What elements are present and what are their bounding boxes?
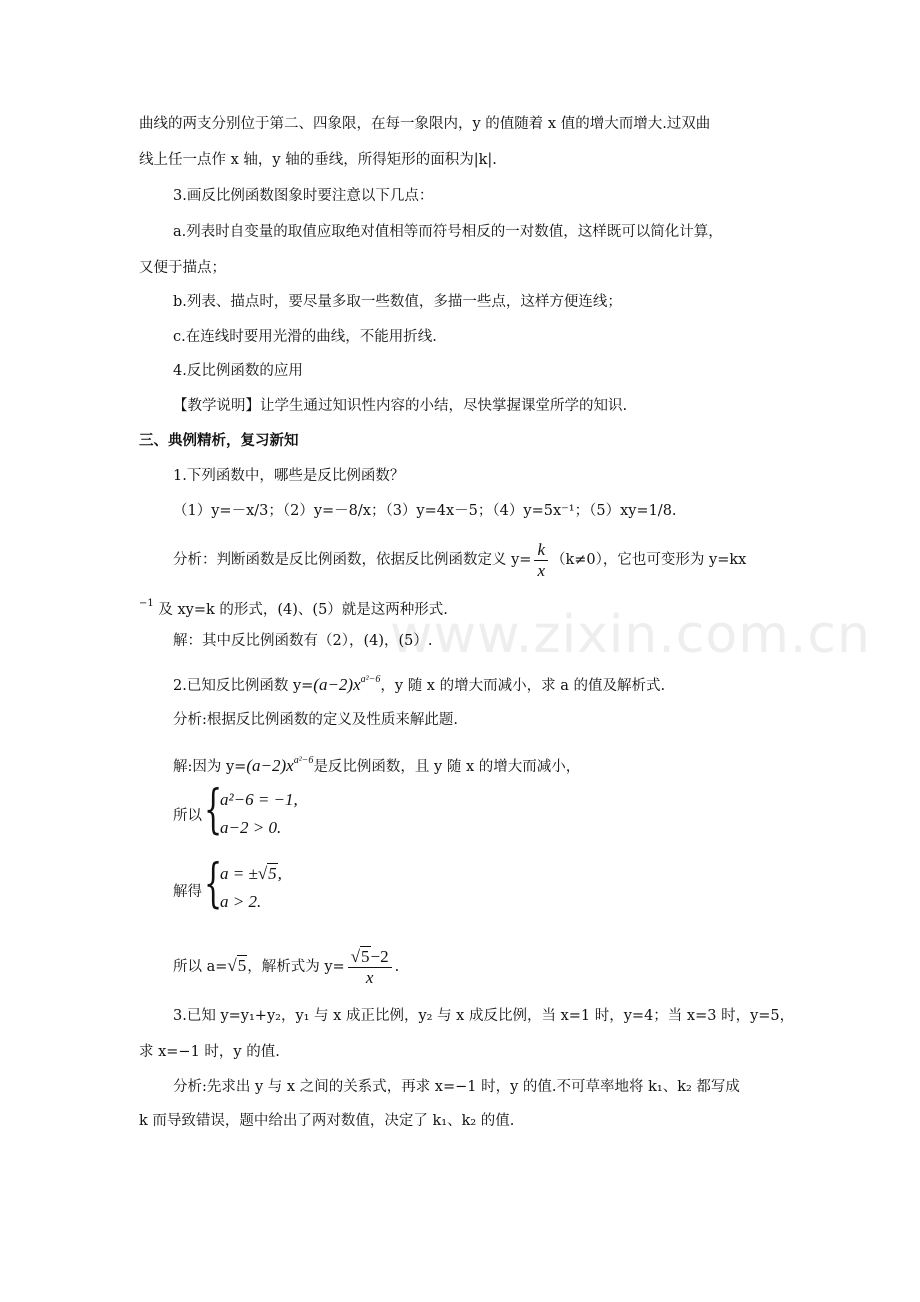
analysis-text: 及 xy=k 的形式，(4)、(5）就是这两种形式. bbox=[158, 602, 448, 618]
final-text: . bbox=[394, 959, 400, 975]
numerator-rest: −2 bbox=[370, 946, 389, 966]
math-expression: (a−2)x bbox=[246, 756, 294, 775]
example-3-analysis: 分析:先求出 y 与 x 之间的关系式，再求 x=−1 时，y 的值.不可草率地将 k₁、k₂ 都写成 bbox=[173, 1079, 740, 1095]
system-row: a−2 > 0. bbox=[220, 818, 282, 837]
row-text: a = ± bbox=[220, 864, 258, 883]
radicand: 5 bbox=[268, 864, 277, 883]
final-text: ，解析式为 y= bbox=[247, 959, 345, 975]
radicand: 5 bbox=[361, 946, 370, 966]
analysis-text: （k≠0），它也可变形为 y=kx bbox=[551, 552, 747, 568]
fraction-result bbox=[348, 947, 392, 988]
row-text: , bbox=[277, 864, 282, 883]
example-1-analysis-cont bbox=[139, 594, 448, 620]
list-item-4: 4.反比例函数的应用 bbox=[173, 363, 303, 379]
watermark-text: www.zixin.com.cn bbox=[390, 605, 871, 665]
system-row: a > 2. bbox=[220, 892, 262, 911]
example-2-analysis: 分析:根据反比例函数的定义及性质来解此题. bbox=[173, 712, 458, 728]
question-text: 2.已知反比例函数 y= bbox=[173, 678, 314, 694]
sqrt: √5 bbox=[257, 864, 277, 883]
example-3-analysis-cont: k 而导致错误，题中给出了两对数值，决定了 k₁、k₂ 的值. bbox=[139, 1113, 515, 1129]
question-text: ，y 随 x 的增大而减小，求 a 的值及解析式. bbox=[380, 678, 666, 694]
radicand: 5 bbox=[237, 956, 247, 975]
exponent: a²−6 bbox=[293, 755, 314, 766]
fraction-denominator: x bbox=[537, 560, 545, 580]
list-item-3b: b.列表、描点时，要尽量多取一些数值，多描一些点，这样方便连线； bbox=[173, 294, 622, 310]
example-1-question: 1.下列函数中，哪些是反比例函数？ bbox=[173, 468, 405, 484]
list-item-3c: c.在连线时要用光滑的曲线，不能用折线. bbox=[173, 329, 437, 345]
so-label: 所以 bbox=[173, 808, 202, 824]
example-1-options: （1）y=－x/3；（2）y=－8/x；（3）y=4x－5；（4）y=5x⁻¹；（5）xy=1/8. bbox=[173, 503, 677, 519]
example-1-analysis bbox=[173, 538, 746, 582]
equation-system-1 bbox=[204, 780, 364, 846]
example-2-question bbox=[173, 670, 665, 696]
example-3-question-cont: 求 x=−1 时，y 的值. bbox=[139, 1044, 280, 1060]
solution-text: 解:因为 y= bbox=[173, 759, 247, 775]
system-row bbox=[220, 864, 282, 884]
system-row: a²−6 = −1, bbox=[220, 790, 298, 809]
brace: { bbox=[204, 780, 223, 840]
exponent: a²−6 bbox=[360, 674, 381, 685]
example-2-final bbox=[173, 944, 399, 989]
paragraph-line: 线上任一点作 x 轴，y 轴的垂线，所得矩形的面积为|k|. bbox=[139, 152, 497, 168]
teaching-note: 【教学说明】让学生通过知识性内容的小结，尽快掌握课堂所学的知识. bbox=[173, 398, 628, 414]
superscript: −1 bbox=[139, 598, 154, 609]
section-heading: 三、典例精析，复习新知 bbox=[139, 432, 299, 449]
solve-label: 解得 bbox=[173, 884, 202, 900]
solution-text: 是反比例函数，且 y 随 x 的增大而减小， bbox=[313, 759, 581, 775]
list-item-3a-cont: 又便于描点； bbox=[139, 260, 226, 276]
example-3-question: 3.已知 y=y₁+y₂，y₁ 与 x 成正比例，y₂ 与 x 成反比例，当 x=1 时，y=4；当 x=3 时，y=5， bbox=[173, 1008, 795, 1024]
brace: { bbox=[204, 854, 223, 914]
fraction-denominator: x bbox=[365, 967, 374, 987]
analysis-text: 分析：判断函数是反比例函数，依据反比例函数定义 y= bbox=[173, 552, 532, 568]
fraction-numerator: √5−2 bbox=[348, 947, 392, 968]
example-1-solution: 解：其中反比例函数有（2），(4)，(5）. bbox=[173, 633, 433, 649]
sqrt: √5 bbox=[227, 956, 247, 975]
example-2-solution bbox=[173, 751, 580, 777]
final-text: 所以 a= bbox=[173, 959, 228, 975]
equation-system-2 bbox=[204, 854, 364, 920]
math-expression: (a−2)x bbox=[313, 675, 361, 694]
list-item-3a: a.列表时自变量的取值应取绝对值相等而符号相反的一对数值，这样既可以简化计算， bbox=[173, 224, 723, 240]
fraction-numerator: k bbox=[534, 540, 548, 561]
paragraph-line: 曲线的两支分别位于第二、四象限，在每一象限内，y 的值随着 x 值的增大而增大.过双曲 bbox=[139, 116, 711, 132]
list-item-3: 3.画反比例函数图象时要注意以下几点： bbox=[173, 188, 434, 204]
fraction-k-over-x bbox=[534, 540, 548, 581]
